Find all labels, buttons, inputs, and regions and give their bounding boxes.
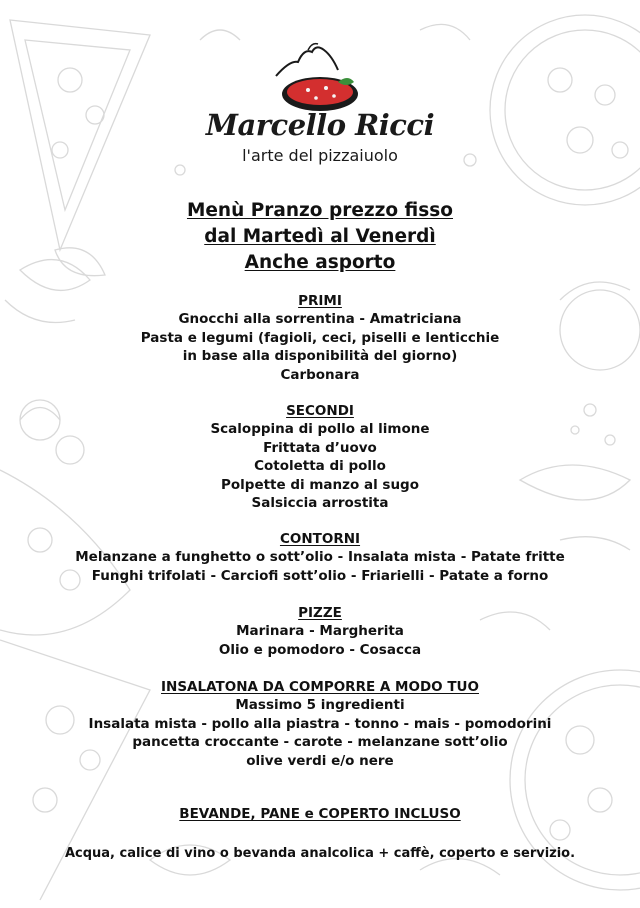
title-line-3: Anche asporto: [244, 252, 396, 273]
section-heading: PRIMI: [298, 293, 342, 309]
section-secondi: [0, 402, 640, 513]
section-heading: SECONDI: [286, 403, 354, 419]
menu-item: Marinara - Margherita: [236, 623, 404, 639]
menu-item: Gnocchi alla sorrentina - Amatriciana: [178, 311, 462, 327]
title-line-1: Menù Pranzo prezzo fisso: [186, 200, 454, 221]
menu-item: Melanzane a funghetto o sott’olio - Insalata mista - Patate fritte: [75, 549, 565, 565]
section-pizze: [0, 604, 640, 659]
section-contorni: [0, 530, 640, 585]
menu-item: Polpette di manzo al sugo: [220, 476, 419, 493]
footer-note: Acqua, calice di vino o bevanda analcolica + caffè, coperto e servizio.: [64, 846, 576, 861]
footer-heading: BEVANDE, PANE e COPERTO INCLUSO: [179, 806, 461, 822]
section-subtitle: Massimo 5 ingredienti: [235, 697, 405, 713]
section-heading: CONTORNI: [279, 531, 361, 547]
menu-item: Scaloppina di pollo al limone: [210, 421, 430, 437]
menu-item: Frittata d’uovo: [263, 439, 377, 456]
section-insalatona: [0, 678, 640, 770]
menu-item: Olio e pomodoro - Cosacca: [218, 641, 422, 658]
menu-item: pancetta croccante - carote - melanzane sott’olio: [132, 734, 508, 750]
section-primi: [0, 292, 640, 384]
brand-tagline: l'arte del pizzaiuolo: [242, 146, 398, 165]
menu-title: [0, 198, 640, 276]
menu-item: Carbonara: [280, 366, 360, 383]
pizza-volcano-logo-icon: [268, 40, 372, 116]
menu-item: in base alla disponibilità del giorno): [182, 348, 458, 364]
menu-item: olive verdi e/o nere: [246, 752, 394, 769]
menu-item: Pasta e legumi (fagioli, ceci, piselli e lenticchie: [140, 329, 500, 346]
brand-name: Marcello Ricci: [205, 108, 435, 142]
title-line-2: dal Martedì al Venerdì: [204, 226, 436, 247]
menu-item: Salsiccia arrostita: [251, 495, 389, 511]
menu-item: Insalata mista - pollo alla piastra - tonno - mais - pomodorini: [88, 715, 552, 732]
menu-item: Funghi trifolati - Carciofi sott’olio - Friarielli - Patate a forno: [91, 567, 549, 584]
section-heading: PIZZE: [298, 605, 342, 621]
section-heading: INSALATONA DA COMPORRE A MODO TUO: [161, 679, 479, 695]
menu-item: Cotoletta di pollo: [254, 458, 386, 474]
